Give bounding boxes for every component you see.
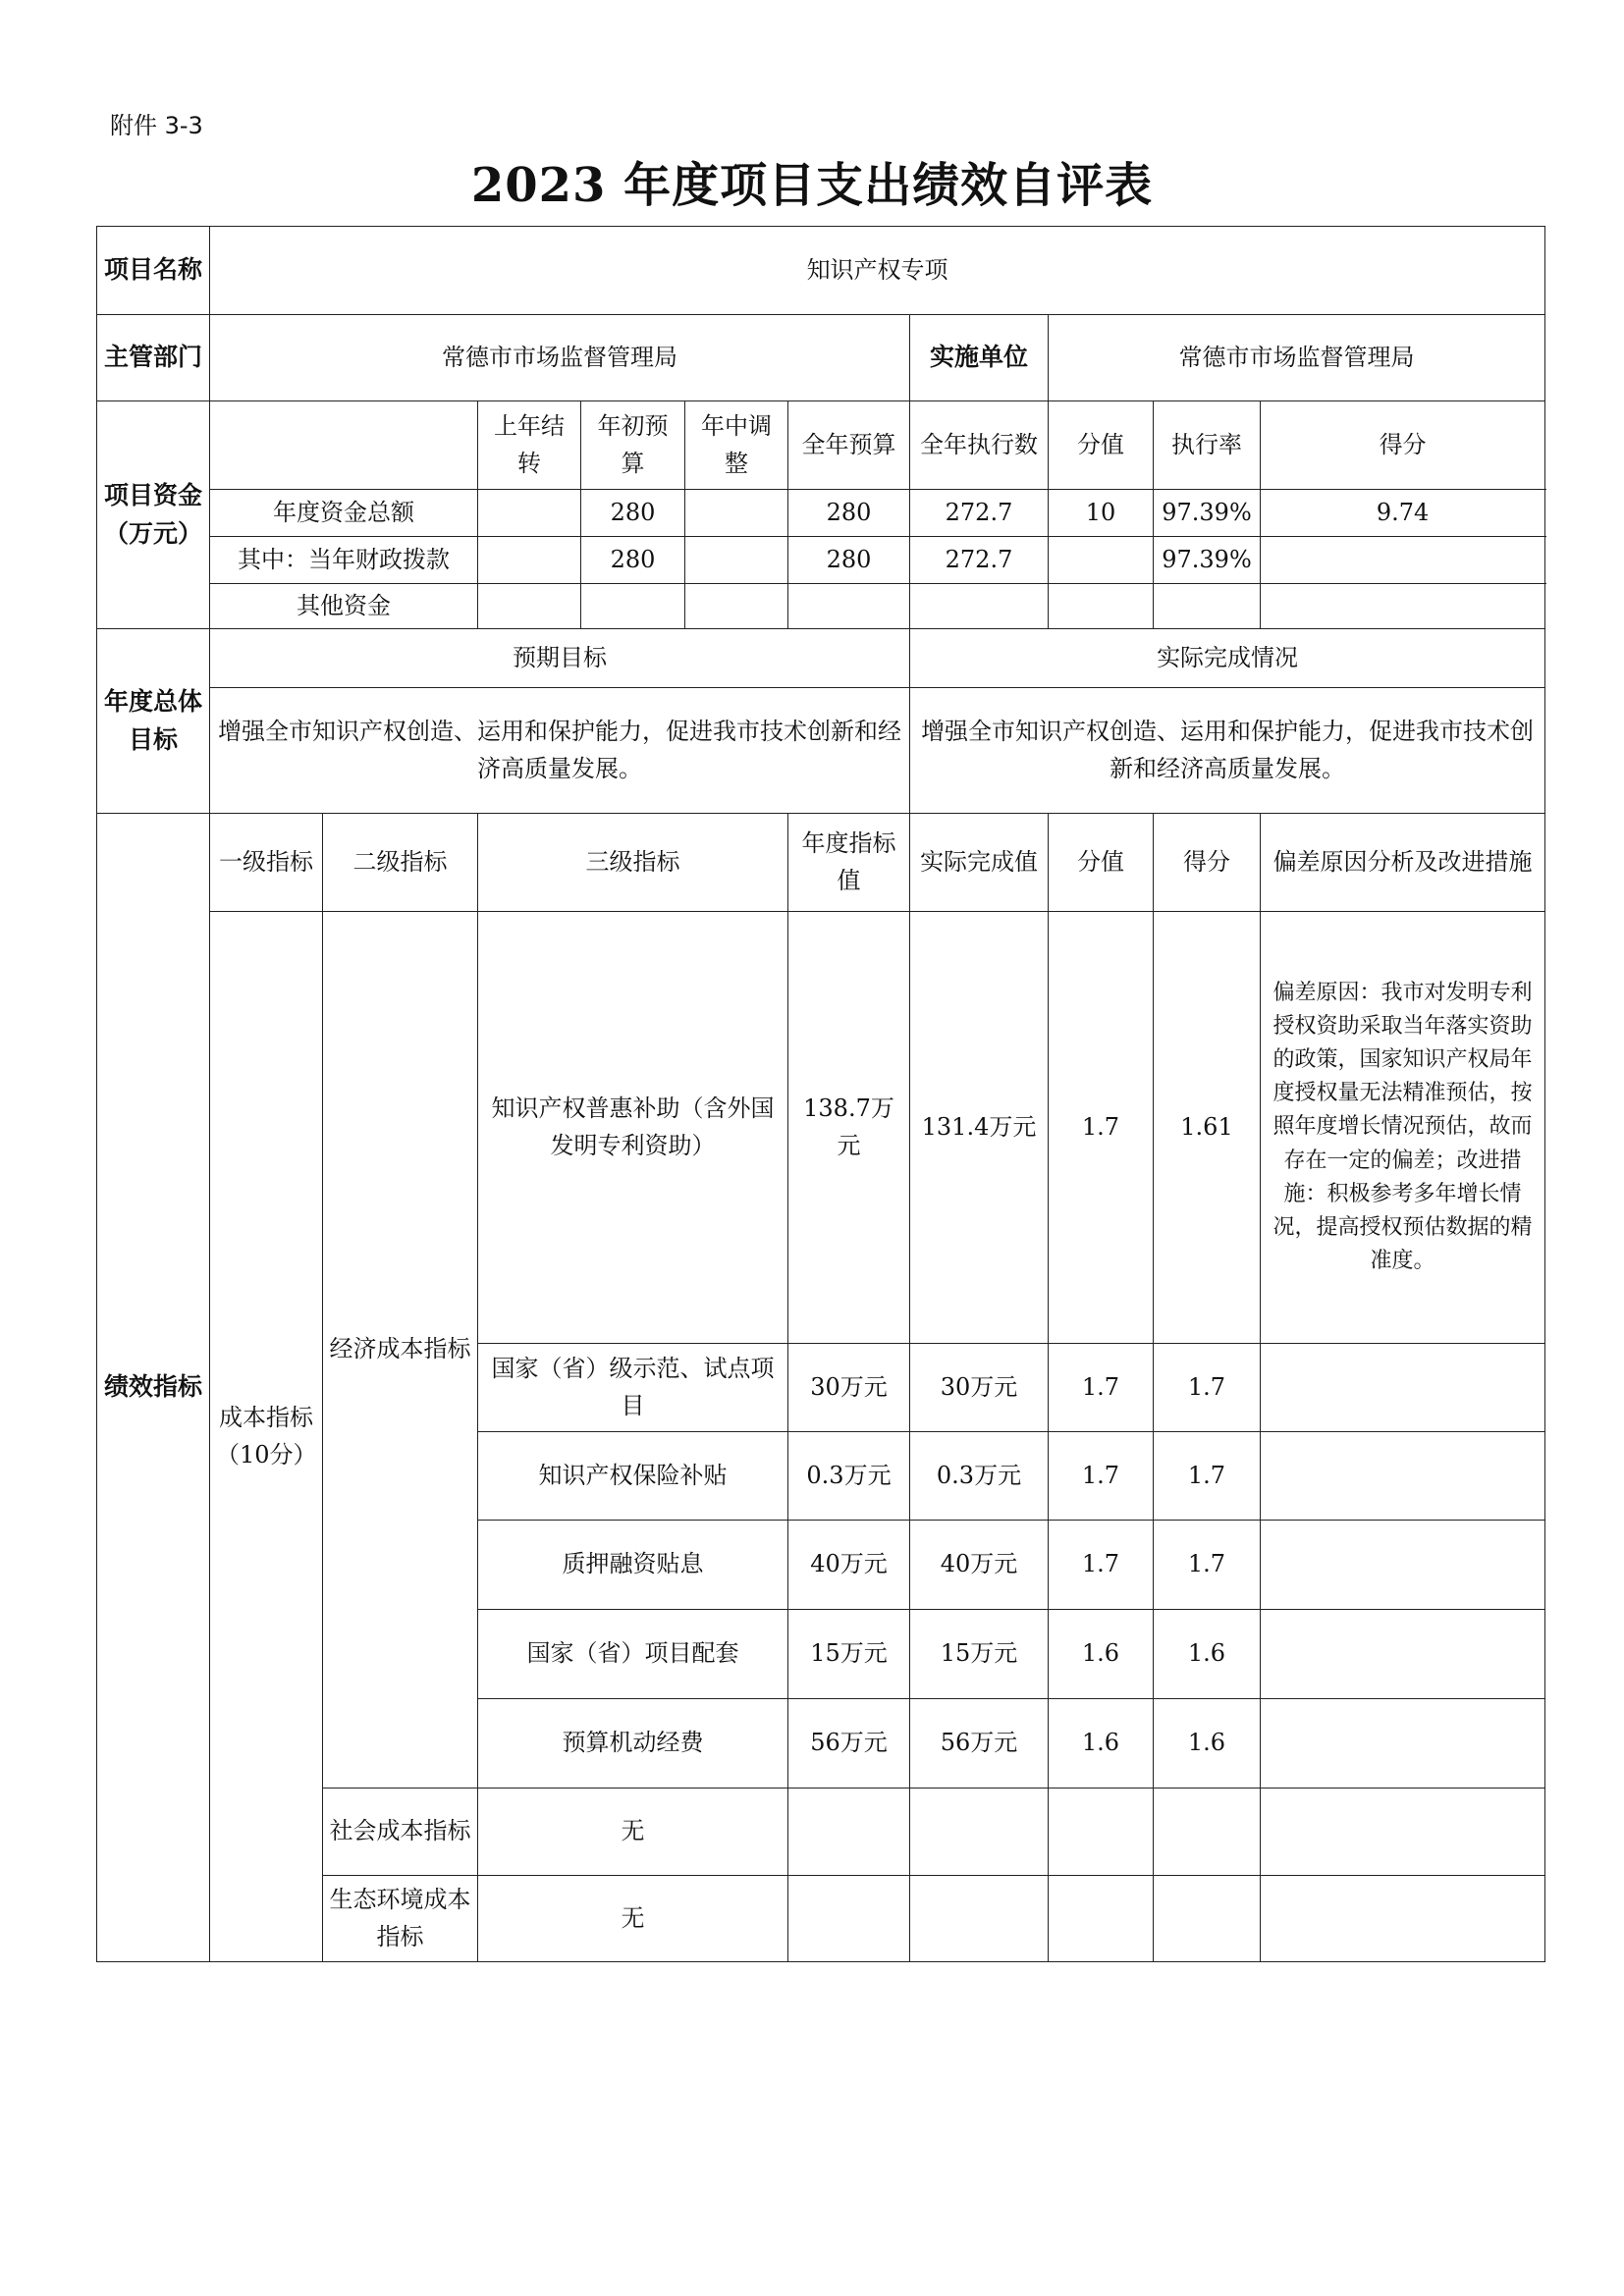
funds-header-cell: 年初预算: [581, 401, 685, 490]
empty-cell: [788, 1789, 910, 1876]
indicator-target: 138.7万元: [788, 912, 910, 1344]
expected-goal-text: 增强全市知识产权创造、运用和保护能力，促进我市技术创新和经济高质量发展。: [210, 688, 910, 814]
funds-header-row: [97, 401, 1545, 490]
deviation-note: [1261, 1344, 1545, 1432]
indicator-name: 国家（省）级示范、试点项目: [478, 1344, 788, 1432]
impl-unit-label: 实施单位: [910, 315, 1049, 401]
funds-cell: [1049, 584, 1154, 629]
indicator-actual: 0.3万元: [910, 1432, 1049, 1521]
eco-cost-value: 无: [478, 1876, 788, 1962]
funds-cell: 9.74: [1261, 490, 1545, 537]
funds-cell: 272.7: [910, 490, 1049, 537]
project-value: 知识产权专项: [210, 227, 1545, 315]
funds-corner: [210, 401, 478, 490]
perf-header-cell: 年度指标值: [788, 814, 910, 912]
indicator-score: 1.6: [1154, 1699, 1261, 1789]
actual-goal-label: 实际完成情况: [910, 629, 1545, 688]
funds-header-cell: 分值: [1049, 401, 1154, 490]
funds-cell: [1154, 584, 1261, 629]
social-cost-value: 无: [478, 1789, 788, 1876]
department-label: 主管部门: [97, 315, 210, 401]
funds-cell: [685, 537, 788, 584]
indicator-name: 知识产权保险补贴: [478, 1432, 788, 1521]
indicator-weight: 1.7: [1049, 1432, 1154, 1521]
indicator-actual: 40万元: [910, 1521, 1049, 1610]
funds-cell: [1261, 584, 1545, 629]
funds-cell: 272.7: [910, 537, 1049, 584]
perf-header-cell: 偏差原因分析及改进措施: [1261, 814, 1545, 912]
funds-cell: 10: [1049, 490, 1154, 537]
indicator-weight: 1.7: [1049, 1344, 1154, 1432]
indicator-target: 56万元: [788, 1699, 910, 1789]
funds-cell: 280: [581, 537, 685, 584]
indicator-target: 0.3万元: [788, 1432, 910, 1521]
funds-cell: 280: [788, 537, 910, 584]
indicator-name: 预算机动经费: [478, 1699, 788, 1789]
perf-header-cell: 实际完成值: [910, 814, 1049, 912]
funds-cell: [685, 584, 788, 629]
empty-cell: [1154, 1876, 1261, 1962]
empty-cell: [1261, 1876, 1545, 1962]
funds-cell: [478, 490, 581, 537]
indicator-score: 1.61: [1154, 912, 1261, 1344]
funds-cell: 280: [788, 490, 910, 537]
actual-goal-text: 增强全市知识产权创造、运用和保护能力，促进我市技术创新和经济高质量发展。: [910, 688, 1545, 814]
empty-cell: [910, 1876, 1049, 1962]
deviation-note: [1261, 1699, 1545, 1789]
goals-label: 年度总体目标: [97, 629, 210, 814]
funds-header-cell: 全年预算: [788, 401, 910, 490]
goals-content-row: [97, 688, 1545, 814]
funds-row: [97, 584, 1545, 629]
deviation-note: [1261, 1432, 1545, 1521]
empty-cell: [1261, 1789, 1545, 1876]
funds-cell: 97.39%: [1154, 537, 1261, 584]
empty-cell: [1154, 1789, 1261, 1876]
funds-header-cell: 全年执行数: [910, 401, 1049, 490]
indicator-target: 15万元: [788, 1610, 910, 1699]
deviation-note: 偏差原因：我市对发明专利授权资助采取当年落实资助的政策，国家知识产权局年度授权量无法精准预估，按照年度增长情况预估，故而存在一定的偏差；改进措施：积极参考多年增长情况，提高授权预估数据的精准度。: [1261, 912, 1545, 1344]
indicator-score: 1.7: [1154, 1432, 1261, 1521]
indicator-score: 1.6: [1154, 1610, 1261, 1699]
indicator-weight: 1.6: [1049, 1699, 1154, 1789]
funds-label: 项目资金（万元）: [97, 401, 210, 629]
funds-cell: [478, 584, 581, 629]
indicator-actual: 56万元: [910, 1699, 1049, 1789]
funds-row-name: 其中：当年财政拨款: [210, 537, 478, 584]
indicator-target: 30万元: [788, 1344, 910, 1432]
page-title: 2023 年度项目支出绩效自评表: [470, 158, 1154, 213]
indicator-weight: 1.7: [1049, 912, 1154, 1344]
perf-header-cell: 二级指标: [323, 814, 478, 912]
funds-cell: 97.39%: [1154, 490, 1261, 537]
indicator-score: 1.7: [1154, 1344, 1261, 1432]
funds-row-name: 其他资金: [210, 584, 478, 629]
funds-row: [97, 537, 1545, 584]
department-value: 常德市市场监督管理局: [210, 315, 910, 401]
funds-row-name: 年度资金总额: [210, 490, 478, 537]
indicator-target: 40万元: [788, 1521, 910, 1610]
funds-header-cell: 执行率: [1154, 401, 1261, 490]
perf-header-cell: 一级指标: [210, 814, 323, 912]
indicator-actual: 131.4万元: [910, 912, 1049, 1344]
funds-header-cell: 上年结转: [478, 401, 581, 490]
empty-cell: [1049, 1876, 1154, 1962]
deviation-note: [1261, 1610, 1545, 1699]
funds-cell: [581, 584, 685, 629]
indicator-name: 知识产权普惠补助（含外国发明专利资助）: [478, 912, 788, 1344]
funds-header-cell: 得分: [1261, 401, 1545, 490]
deviation-note: [1261, 1521, 1545, 1610]
funds-cell: [910, 584, 1049, 629]
project-row: [97, 227, 1545, 315]
funds-cell: [478, 537, 581, 584]
eco-cost-label: 生态环境成本指标: [323, 1876, 478, 1962]
funds-row: [97, 490, 1545, 537]
indicator-actual: 15万元: [910, 1610, 1049, 1699]
indicator-score: 1.7: [1154, 1521, 1261, 1610]
project-label: 项目名称: [97, 227, 210, 315]
empty-cell: [910, 1789, 1049, 1876]
perf-header-cell: 分值: [1049, 814, 1154, 912]
indicator-weight: 1.7: [1049, 1521, 1154, 1610]
social-cost-label: 社会成本指标: [323, 1789, 478, 1876]
perf-header-cell: 得分: [1154, 814, 1261, 912]
funds-cell: [1261, 537, 1545, 584]
perf-header-cell: 三级指标: [478, 814, 788, 912]
indicator-row: [97, 912, 1545, 1344]
level1-indicator: 成本指标（10分）: [210, 912, 323, 1962]
funds-cell: 280: [581, 490, 685, 537]
funds-cell: [685, 490, 788, 537]
attachment-label: 附件 3-3: [110, 112, 203, 139]
economic-cost-label: 经济成本指标: [323, 912, 478, 1789]
impl-unit-value: 常德市市场监督管理局: [1049, 315, 1545, 401]
funds-header-cell: 年中调整: [685, 401, 788, 490]
evaluation-table: [96, 226, 1545, 1962]
performance-header-row: [97, 814, 1545, 912]
indicator-actual: 30万元: [910, 1344, 1049, 1432]
goals-header-row: [97, 629, 1545, 688]
department-row: [97, 315, 1545, 401]
empty-cell: [788, 1876, 910, 1962]
funds-cell: [788, 584, 910, 629]
funds-cell: [1049, 537, 1154, 584]
indicator-name: 国家（省）项目配套: [478, 1610, 788, 1699]
indicator-weight: 1.6: [1049, 1610, 1154, 1699]
indicator-name: 质押融资贴息: [478, 1521, 788, 1610]
empty-cell: [1049, 1789, 1154, 1876]
performance-label: 绩效指标: [97, 814, 210, 1962]
expected-goal-label: 预期目标: [210, 629, 910, 688]
